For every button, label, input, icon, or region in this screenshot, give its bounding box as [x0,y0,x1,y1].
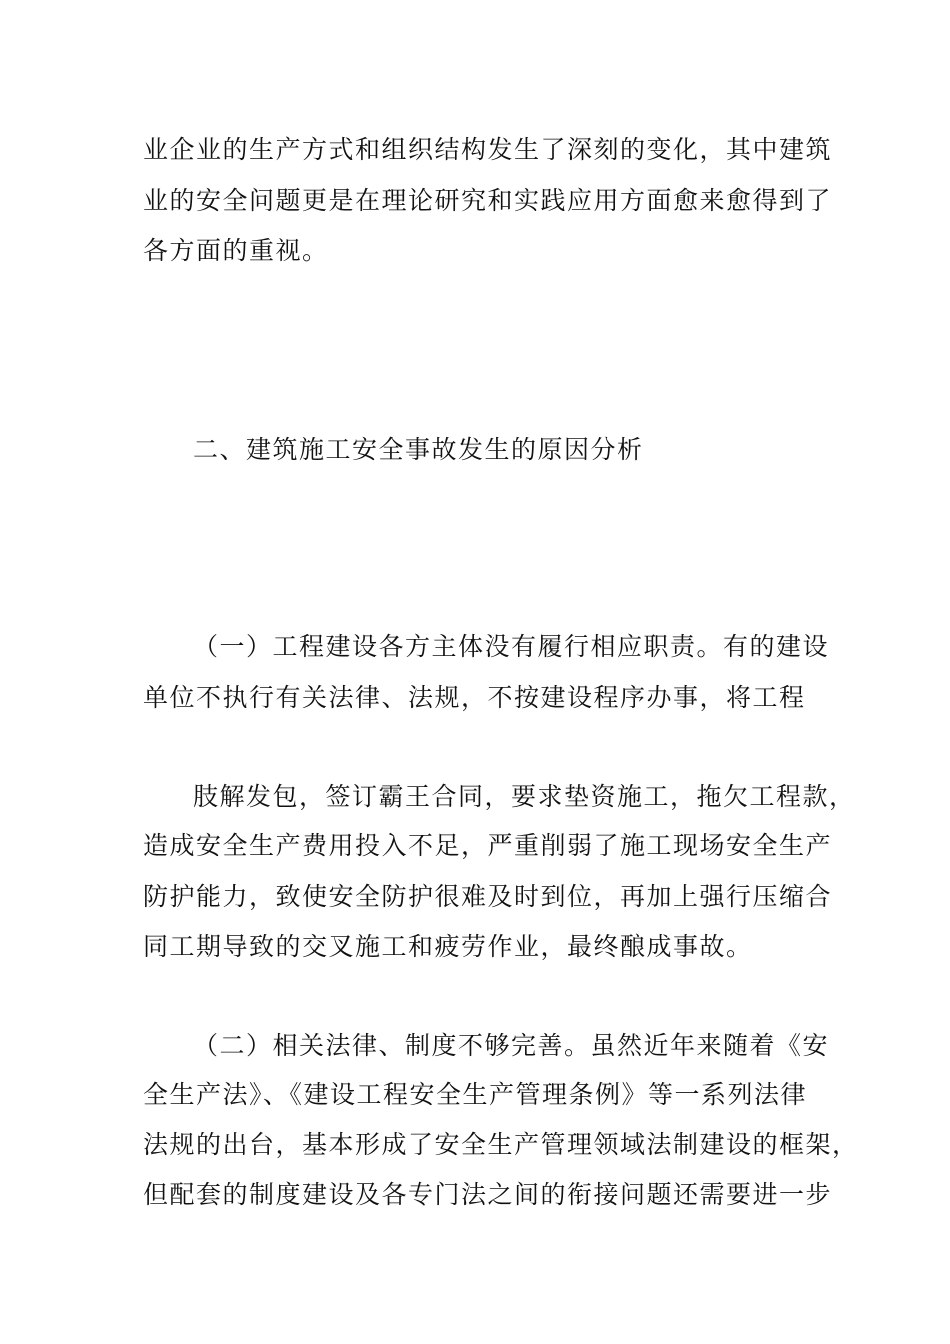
paragraph-1-line-1: （一）工程建设各方主体没有履行相应职责。有的建设 [193,632,830,661]
paragraph-intro-line-1: 业企业的生产方式和组织结构发生了深刻的变化，其中建筑 [143,135,833,164]
paragraph-1-line-6: 同工期导致的交叉施工和疲劳作业，最终酿成事故。 [143,932,753,961]
paragraph-1-line-3: 肢解发包，签订霸王合同，要求垫资施工，拖欠工程款， [193,782,856,811]
section-heading: 二、建筑施工安全事故发生的原因分析 [193,435,644,464]
paragraph-1-line-4: 造成安全生产费用投入不足，严重削弱了施工现场安全生产 [143,831,833,860]
paragraph-2-line-2: 全生产法》、《建设工程安全生产管理条例》等一系列法律 [143,1080,808,1109]
paragraph-intro-line-2: 业的安全问题更是在理论研究和实践应用方面愈来愈得到了 [143,186,833,215]
paragraph-intro-line-3: 各方面的重视。 [143,236,329,265]
paragraph-1-line-5: 防护能力，致使安全防护很难及时到位，再加上强行压缩合 [143,882,833,911]
paragraph-2-line-3: 法规的出台，基本形成了安全生产管理领域法制建设的框架， [143,1130,859,1159]
paragraph-1-line-2: 单位不执行有关法律、法规，不按建设程序办事，将工程 [143,683,806,712]
paragraph-2-line-4: 但配套的制度建设及各专门法之间的衔接问题还需要进一步 [143,1180,833,1209]
paragraph-2-line-1: （二）相关法律、制度不够完善。虽然近年来随着《安 [193,1031,830,1060]
